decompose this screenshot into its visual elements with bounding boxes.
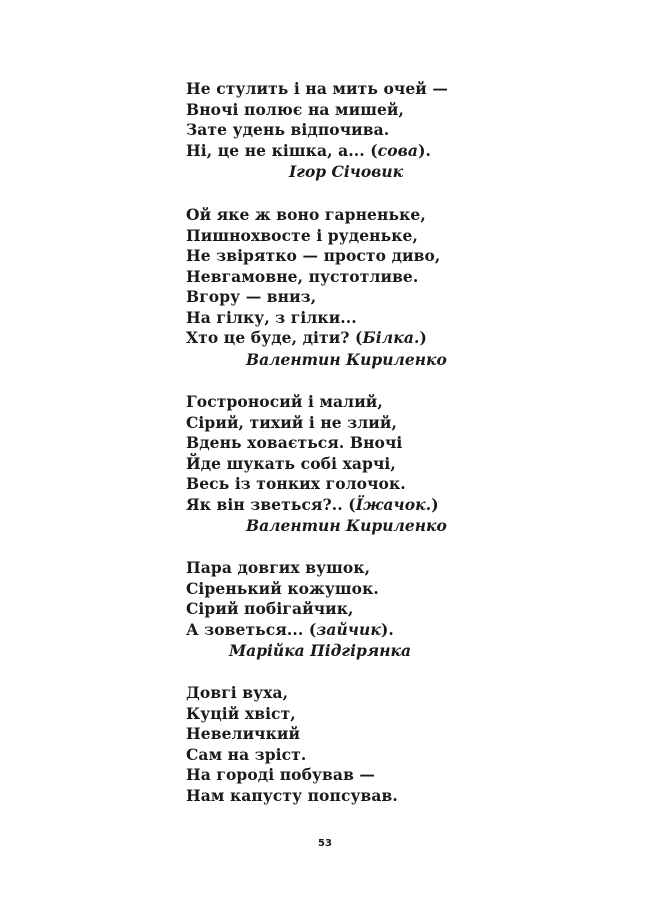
riddle-poem-hedgehog	[186, 392, 486, 537]
poem-line: Сірий побігайчик,	[186, 599, 354, 618]
poem-line: Зате удень відпочива.	[186, 120, 390, 139]
riddle-answer: Їжачок.	[355, 494, 432, 514]
poem-line-text: Хто це буде, діти? (	[186, 328, 363, 347]
riddle-answer: Білка.	[362, 328, 420, 347]
poem-line: На городі побував —	[186, 765, 376, 784]
poem-line: Довгі вуха,	[186, 683, 289, 702]
poem-line	[186, 141, 486, 162]
poem-line: Не стулить і на мить очей —	[186, 79, 448, 98]
poem-line: Вночі полює на мишей,	[186, 99, 405, 119]
poem-line: Весь із тонких голочок.	[186, 474, 406, 493]
poem-line: Сам на зріст.	[186, 744, 307, 764]
poem-line	[186, 495, 486, 516]
poem-line-punct: )	[419, 328, 427, 347]
poem-author: Марійка Підгірянка	[229, 641, 412, 660]
poem-line: Не звірятко — просто диво,	[186, 246, 441, 265]
poem-line: Невеличкий	[186, 724, 301, 743]
poem-line: Пишнохвосте і руденьке,	[186, 225, 418, 245]
poem-line: На гілку, з гілки...	[186, 307, 357, 327]
poem-line-punct: ).	[380, 619, 394, 639]
riddle-poem-owl	[186, 79, 486, 183]
poem-line: Пара довгих вушок,	[186, 558, 371, 577]
poem-line: Нам капусту попсував.	[186, 785, 398, 805]
poem-author: Валентин Кириленко	[246, 349, 447, 369]
riddle-poem-squirrel	[186, 205, 486, 371]
poem-author: Валентин Кириленко	[246, 516, 447, 535]
poem-line: Ой яке ж воно гарненьке,	[186, 205, 426, 224]
poem-line-text: Як він зветься?.. (	[186, 494, 356, 514]
page-number: 53	[318, 838, 332, 849]
riddle-poem-hare	[186, 683, 486, 806]
poem-line-punct: ).	[418, 140, 432, 160]
poem-line: Сірий, тихий і не злий,	[186, 412, 397, 432]
riddle-answer: сова	[377, 140, 419, 160]
riddle-answer: зайчик	[316, 619, 381, 639]
poem-line: Сіренький кожушок.	[186, 578, 379, 598]
poem-line	[186, 328, 486, 349]
poem-line-text: Ні, це не кішка, а... (	[186, 140, 378, 160]
poem-line: Йде шукать собі харчі,	[186, 453, 396, 473]
poem-line	[186, 620, 486, 641]
poem-line: Вдень ховається. Вночі	[186, 433, 403, 452]
poem-line: Куцій хвіст,	[186, 703, 296, 723]
poem-line: Вгору — вниз,	[186, 287, 317, 306]
riddle-poem-bunny	[186, 558, 486, 662]
poem-author: Ігор Січовик	[289, 162, 404, 181]
poem-line: Гостроносий і малий,	[186, 392, 383, 411]
poem-line-punct: )	[431, 494, 439, 514]
poem-line-text: А зоветься... (	[186, 619, 317, 639]
poem-line: Невгамовне, пустотливе.	[186, 266, 419, 286]
